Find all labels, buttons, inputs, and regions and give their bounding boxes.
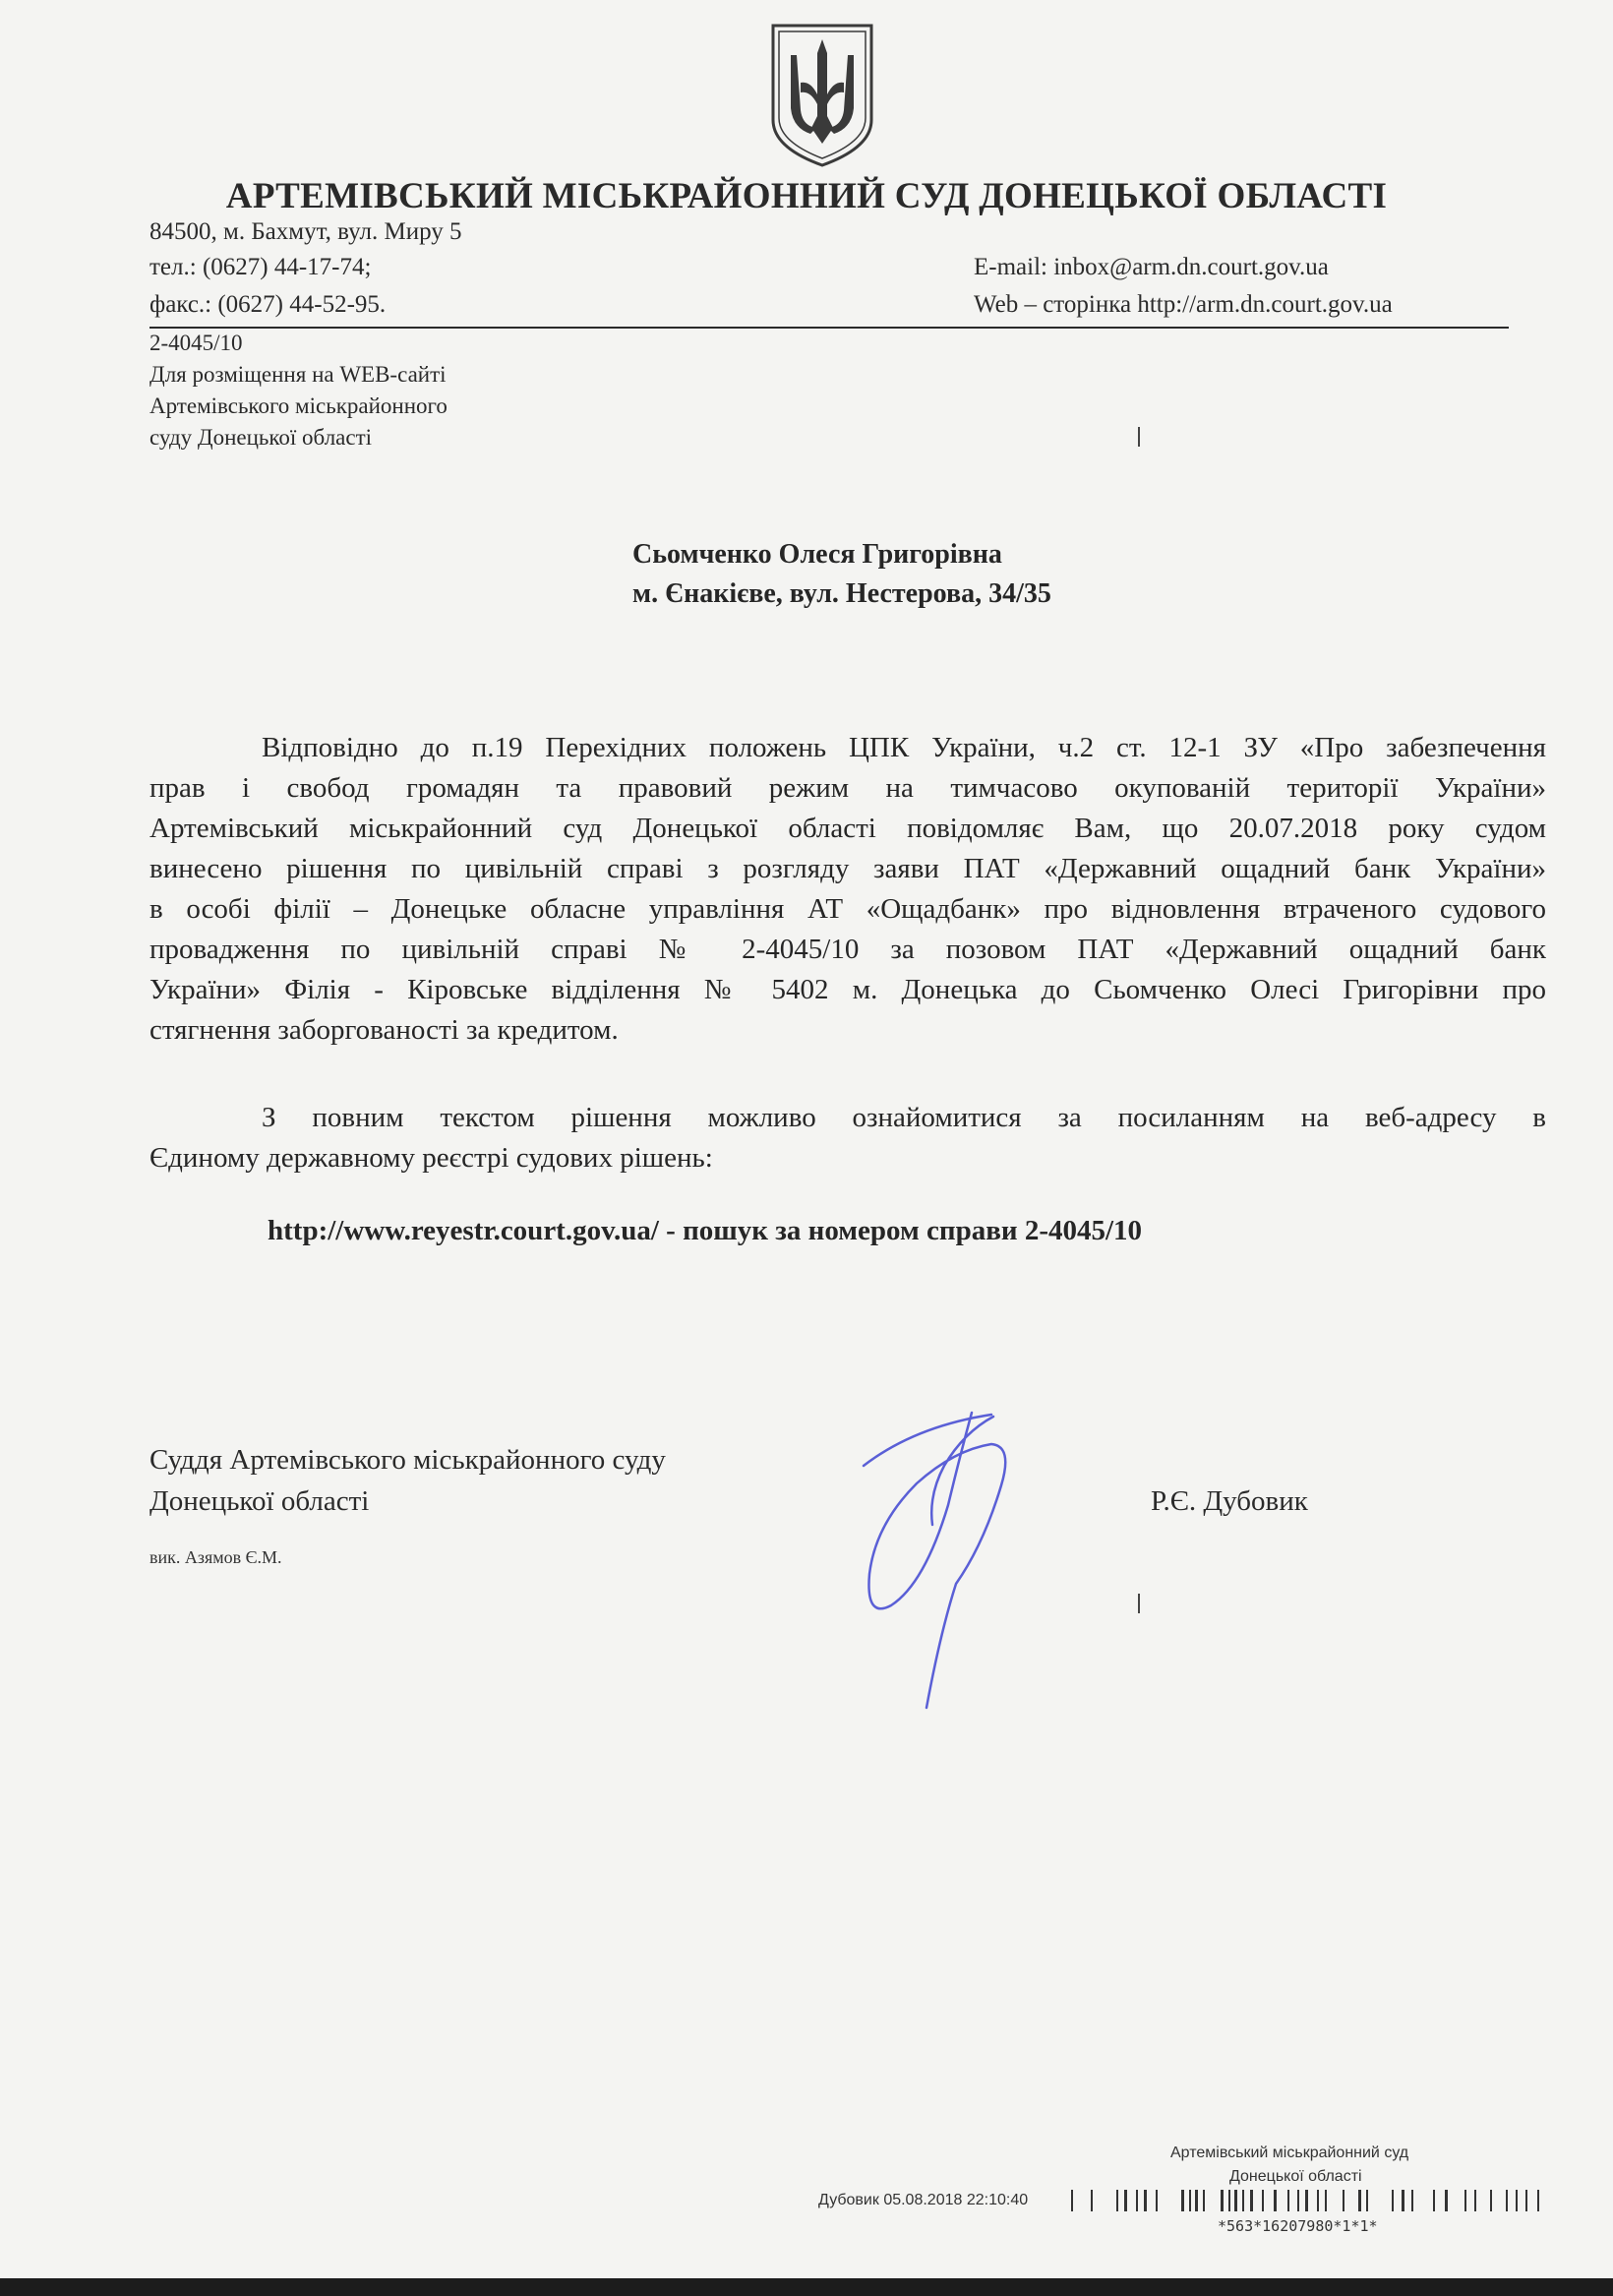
trident-emblem-icon [767,22,877,169]
stamp-date: Дубовик 05.08.2018 22:10:40 [818,2192,1029,2208]
judge-name: Р.Є. Дубовик [1151,1485,1308,1517]
registry-paragraph [149,1098,1546,1178]
registry-link: http://www.reyestr.court.gov.ua/ - пошук за номером справи 2-4045/10 [268,1215,1143,1246]
court-phone: тел.: (0627) 44-17-74; [149,254,372,280]
recipient-address: м. Єнакієве, вул. Нестерова, 34/35 [632,578,1051,609]
court-website: Web – сторінка http://arm.dn.court.gov.ua [974,291,1393,318]
scan-mark [1138,1594,1140,1613]
header-divider [149,327,1509,329]
case-number: 2-4045/10 [149,331,243,355]
recipient-name: Сьомченко Олеся Григорівна [632,539,1002,570]
paragraph-line: Відповідно до п.19 Перехідних положень ЦПК України, ч.2 ст. 12-1 ЗУ «Про забезпечення [262,732,1546,763]
barcode-icon [1067,2186,1549,2213]
publication-note-line: Артемівського міськрайонного [149,393,448,418]
publication-note-line: суду Донецької області [149,425,373,450]
notice-paragraph [149,728,1546,1051]
stamp-court-line: Артемівський міськрайонний суд [1170,2145,1409,2161]
publication-note-line: Для розміщення на WEB-сайті [149,362,447,387]
court-address: 84500, м. Бахмут, вул. Миру 5 [149,218,462,245]
scan-mark [1138,427,1140,447]
judge-title: Суддя Артемівського міськрайонного суду [149,1444,666,1476]
court-name-heading: АРТЕМІВСЬКИЙ МІСЬКРАЙОННИЙ СУД ДОНЕЦЬКОЇ ОБЛАСТІ [225,176,1388,216]
paragraph-line: в особі філії – Донецьке обласне управління АТ «Ощадбанк» про відновлення втраченого судового [149,893,1546,925]
paragraph-line: України» Філія - Кіровське відділення № 5402 м. Донецька до Сьомченко Олесі Григорівни про [149,974,1546,1005]
handwritten-signature-icon [846,1397,1043,1722]
paragraph-line: винесено рішення по цивільній справі з розгляду заяви ПАТ «Державний ощадний банк України» [149,853,1546,884]
paragraph-line: Артемівський міськрайонний суд Донецької області повідомляє Вам, що 20.07.2018 року судом [149,813,1546,844]
paragraph-line: З повним текстом рішення можливо ознайомитися за посиланням на веб-адресу в [262,1102,1546,1133]
paragraph-line: Єдиному державному реєстрі судових рішень: [149,1142,713,1174]
stamp-court-line: Донецької області [1229,2168,1362,2185]
stamp-code: *563*16207980*1*1* [1218,2217,1378,2235]
court-fax: факс.: (0627) 44-52-95. [149,291,387,318]
scan-bottom-edge [0,2278,1613,2296]
paragraph-line: стягнення заборгованості за кредитом. [149,1014,619,1046]
paragraph-line: провадження по цивільній справі № 2-4045/10 за позовом ПАТ «Державний ощадний банк [149,934,1546,965]
paragraph-line: прав і свобод громадян та правовий режим на тимчасово окупованій території України» [149,772,1546,804]
court-email: E-mail: inbox@arm.dn.court.gov.ua [974,254,1329,280]
executor-note: вик. Азямов Є.М. [149,1547,282,1567]
judge-title: Донецької області [149,1485,370,1517]
